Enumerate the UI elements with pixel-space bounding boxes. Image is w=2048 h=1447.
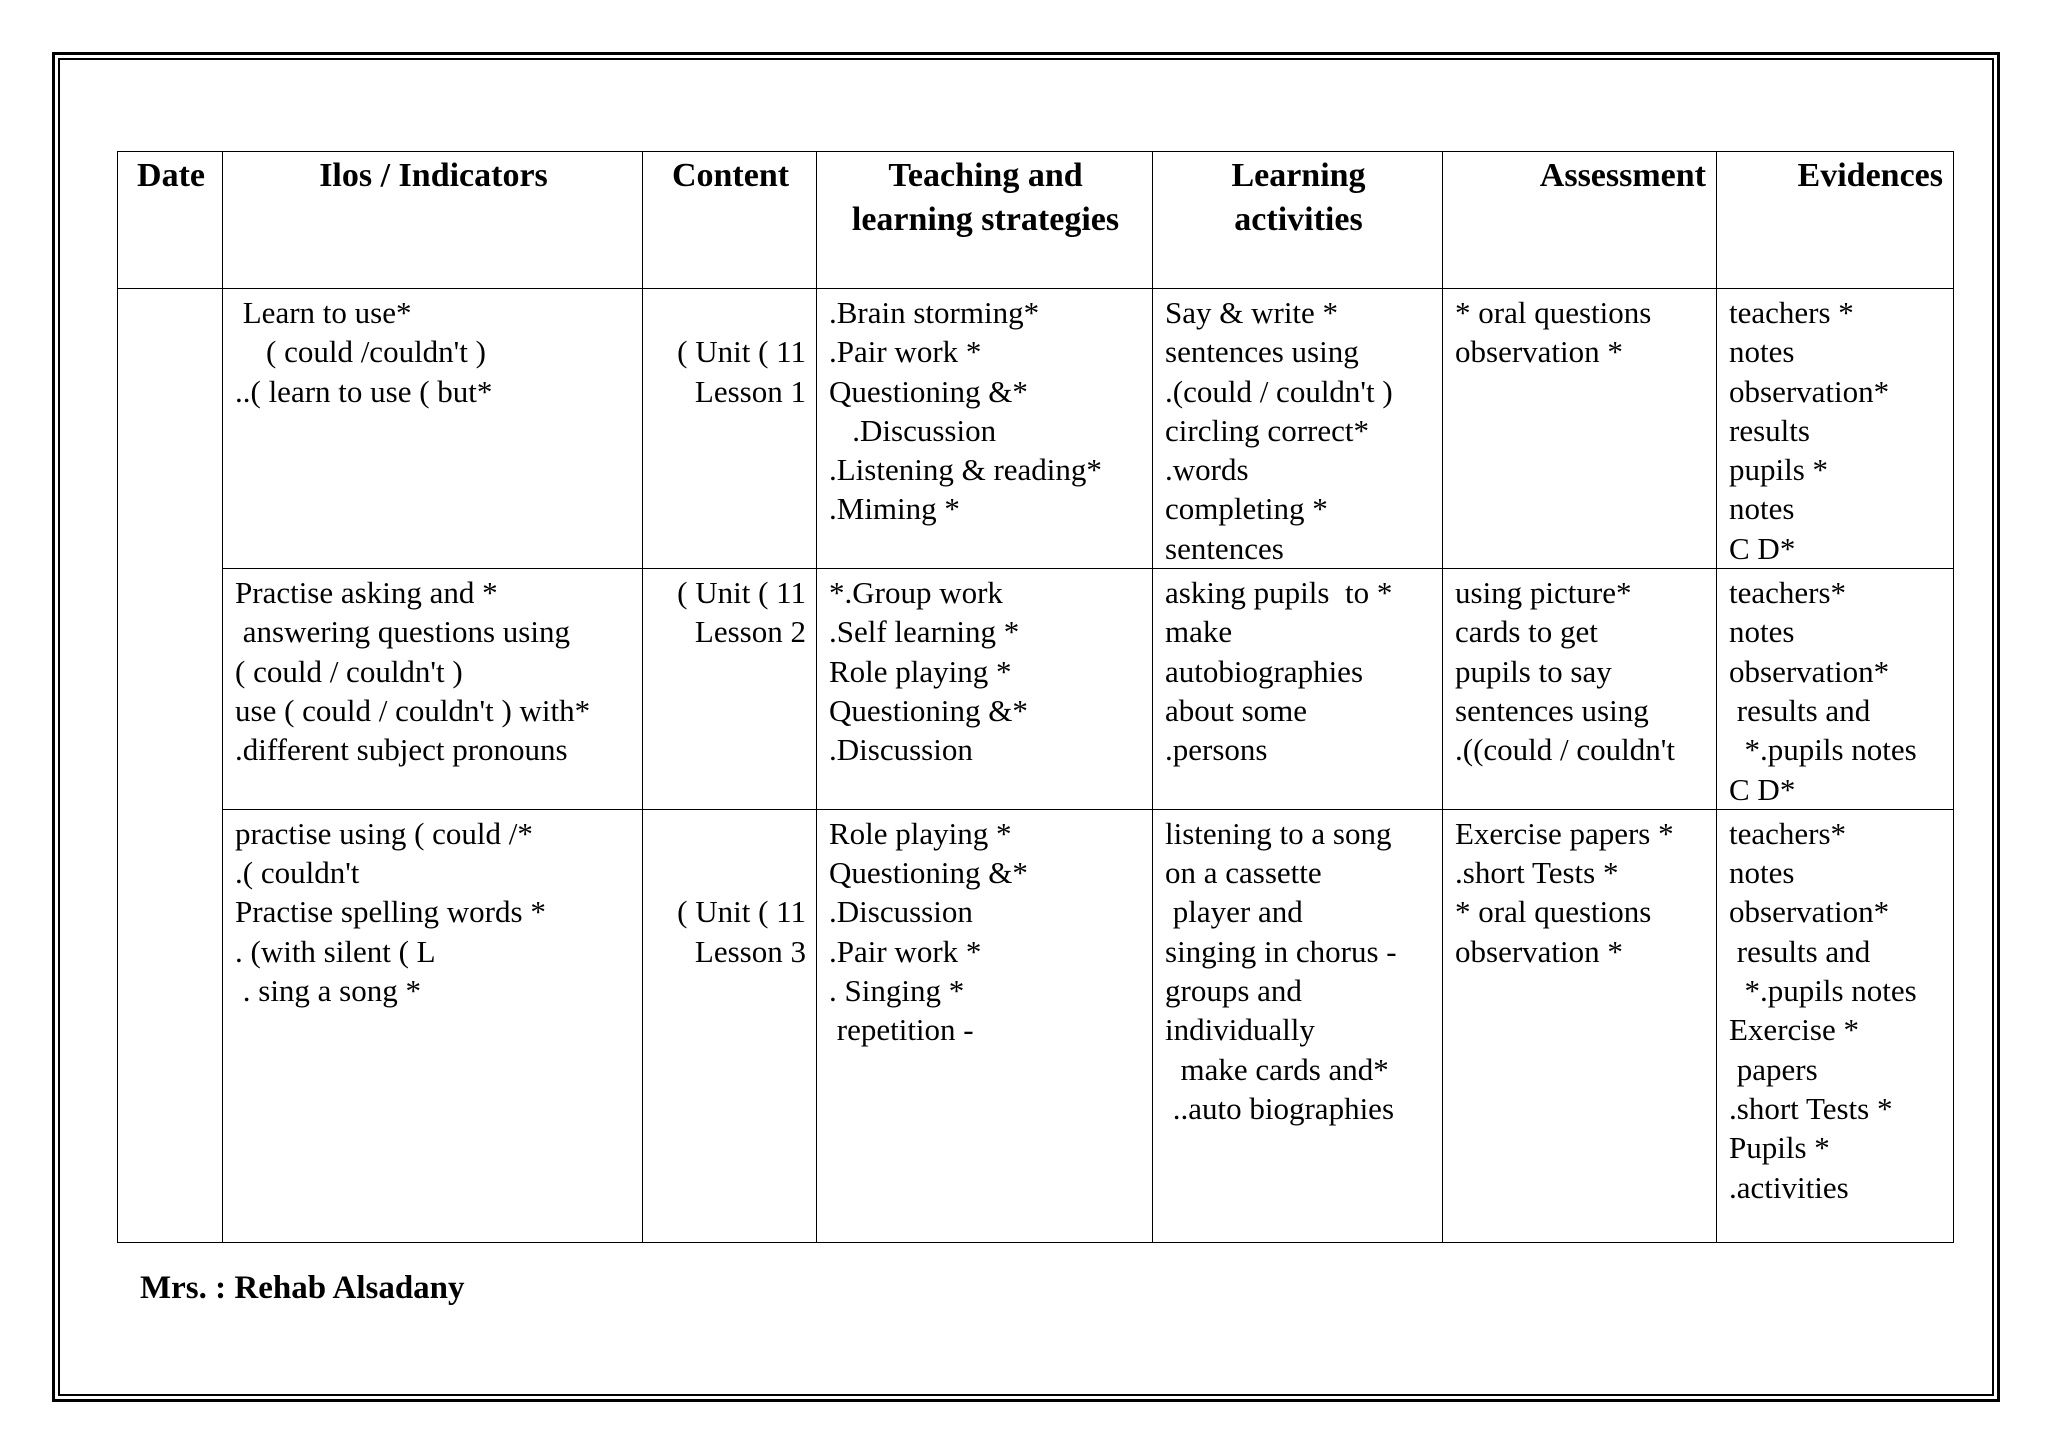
- header-assessment: Assessment: [1443, 152, 1717, 289]
- cell-line: .short Tests *: [1455, 855, 1619, 891]
- cell-line: Learn to use*: [235, 295, 412, 330]
- cell-line: Say & write *: [1165, 295, 1339, 330]
- cell-line: .Listening & reading*: [829, 452, 1102, 488]
- cell-line: *.Group work: [829, 575, 1003, 611]
- cell-line: ( could /couldn't ): [235, 334, 486, 370]
- cell-line: Lesson 1: [694, 373, 806, 409]
- cell-line: ( could / couldn't ): [235, 653, 463, 689]
- cell-line: C D*: [1729, 771, 1796, 807]
- activities-cell: [1153, 569, 1443, 810]
- cell-line: .persons: [1165, 732, 1268, 768]
- cell-line: teachers*: [1729, 815, 1847, 851]
- cell-line: pupils to say: [1455, 653, 1612, 689]
- cell-line: observation*: [1729, 653, 1890, 689]
- cell-line: .Discussion: [829, 894, 973, 930]
- header-date: Date: [118, 152, 223, 289]
- cell-line: teachers*: [1729, 575, 1847, 611]
- cell-line: Practise asking and *: [235, 575, 498, 611]
- cell-line: Role playing *: [829, 815, 1012, 851]
- cell-line: asking pupils to *: [1165, 575, 1393, 611]
- cell-line: sentences: [1165, 530, 1284, 566]
- cell-line: Exercise papers *: [1455, 815, 1674, 851]
- assessment-cell: [1443, 289, 1717, 569]
- cell-line: use ( could / couldn't ) with*: [235, 692, 591, 728]
- cell-line: completing *: [1165, 491, 1328, 527]
- cell-line: Questioning &*: [829, 855, 1028, 891]
- cell-line: using picture*: [1455, 575, 1632, 611]
- cell-line: notes: [1729, 614, 1795, 650]
- cell-line: notes: [1729, 855, 1795, 891]
- ilos-cell: [223, 289, 643, 569]
- cell-line: [655, 853, 806, 892]
- cell-line: * oral questions: [1455, 295, 1652, 330]
- cell-line: .Pair work *: [829, 334, 982, 370]
- header-teaching-strategies: Teaching and learning strategies: [817, 152, 1153, 289]
- cell-line: Role playing *: [829, 653, 1012, 689]
- header-learning-activities: Learning activities: [1153, 152, 1443, 289]
- cell-line: .Miming *: [829, 491, 960, 527]
- cell-line: autobiographies: [1165, 653, 1364, 689]
- cell-line: groups and: [1165, 973, 1302, 1009]
- cell-line: cards to get: [1455, 614, 1598, 650]
- content-cell: [643, 809, 817, 1242]
- cell-line: observation *: [1455, 933, 1623, 969]
- cell-line: on a cassette: [1165, 855, 1322, 891]
- cell-line: . sing a song *: [235, 973, 421, 1009]
- cell-line: Practise spelling words *: [235, 894, 546, 930]
- cell-line: notes: [1729, 334, 1795, 370]
- cell-line: answering questions using: [235, 614, 570, 650]
- header-evidences: Evidences: [1717, 152, 1954, 289]
- table-row: [118, 569, 1954, 810]
- cell-line: .different subject pronouns: [235, 732, 568, 768]
- cell-line: teachers *: [1729, 295, 1854, 330]
- cell-line: pupils *: [1729, 452, 1829, 488]
- cell-line: .words: [1165, 452, 1249, 488]
- cell-line: ( Unit ( 11: [677, 334, 806, 370]
- content-cell: [643, 569, 817, 810]
- cell-line: circling correct*: [1165, 412, 1369, 448]
- cell-line: individually: [1165, 1012, 1315, 1048]
- activities-cell: [1153, 289, 1443, 569]
- cell-line: player and: [1165, 894, 1303, 930]
- cell-line: ..auto biographies: [1165, 1090, 1395, 1126]
- strategies-cell: [817, 809, 1153, 1242]
- cell-line: .Discussion: [829, 732, 973, 768]
- table-row: [118, 289, 1954, 569]
- evidences-cell: [1717, 289, 1954, 569]
- cell-line: repetition -: [829, 1012, 974, 1048]
- cell-line: observation *: [1455, 334, 1623, 370]
- cell-line: .short Tests *: [1729, 1090, 1893, 1126]
- cell-line: .Discussion: [829, 412, 997, 448]
- cell-line: results: [1729, 412, 1810, 448]
- cell-line: make: [1165, 614, 1233, 650]
- cell-line: sentences using: [1165, 334, 1359, 370]
- cell-line: about some: [1165, 692, 1308, 728]
- cell-line: [655, 814, 806, 853]
- cell-line: Pupils *: [1729, 1130, 1830, 1166]
- cell-line: .activities: [1729, 1169, 1849, 1205]
- cell-line: sentences using: [1455, 692, 1649, 728]
- cell-line: ..( learn to use ( but*: [235, 373, 493, 409]
- assessment-cell: [1443, 809, 1717, 1242]
- cell-line: .( couldn't: [235, 855, 360, 891]
- cell-line: listening to a song: [1165, 815, 1392, 851]
- cell-line: observation*: [1729, 373, 1890, 409]
- author-signature: Mrs. : Rehab Alsadany: [140, 1270, 465, 1306]
- assessment-cell: [1443, 569, 1717, 810]
- ilos-cell: [223, 809, 643, 1242]
- strategies-cell: [817, 569, 1153, 810]
- cell-line: results and: [1729, 692, 1871, 728]
- cell-line: Exercise *: [1729, 1012, 1859, 1048]
- evidences-cell: [1717, 809, 1954, 1242]
- cell-line: results and: [1729, 933, 1871, 969]
- cell-line: Lesson 3: [694, 933, 806, 969]
- cell-line: .(could / couldn't ): [1165, 373, 1393, 409]
- cell-line: . (with silent ( L: [235, 933, 436, 969]
- lesson-plan-table: [117, 151, 1954, 1243]
- content-cell: [643, 289, 817, 569]
- cell-line: *.pupils notes: [1729, 973, 1917, 1009]
- cell-line: Lesson 2: [694, 614, 806, 650]
- cell-line: notes: [1729, 491, 1795, 527]
- activities-cell: [1153, 809, 1443, 1242]
- cell-line: . Singing *: [829, 973, 965, 1009]
- cell-line: * oral questions: [1455, 894, 1652, 930]
- cell-line: observation*: [1729, 894, 1890, 930]
- cell-line: ( Unit ( 11: [677, 894, 806, 930]
- table-row: [118, 809, 1954, 1242]
- cell-line: .Brain storming*: [829, 295, 1040, 330]
- cell-line: make cards and*: [1165, 1051, 1389, 1087]
- cell-line: C D*: [1729, 530, 1796, 566]
- header-ilos: Ilos / Indicators: [223, 152, 643, 289]
- cell-line: papers: [1729, 1051, 1818, 1087]
- cell-line: .((could / couldn't: [1455, 732, 1675, 768]
- cell-line: singing in chorus -: [1165, 933, 1397, 969]
- header-row: [118, 152, 1954, 289]
- ilos-cell: [223, 569, 643, 810]
- date-cell: [118, 289, 223, 1243]
- evidences-cell: [1717, 569, 1954, 810]
- cell-line: Questioning &*: [829, 692, 1028, 728]
- cell-line: [655, 293, 806, 332]
- strategies-cell: [817, 289, 1153, 569]
- header-content: Content: [643, 152, 817, 289]
- cell-line: practise using ( could /*: [235, 815, 533, 851]
- cell-line: ( Unit ( 11: [677, 575, 806, 611]
- cell-line: Questioning &*: [829, 373, 1028, 409]
- cell-line: .Pair work *: [829, 933, 982, 969]
- cell-line: .Self learning *: [829, 614, 1020, 650]
- cell-line: *.pupils notes: [1729, 732, 1917, 768]
